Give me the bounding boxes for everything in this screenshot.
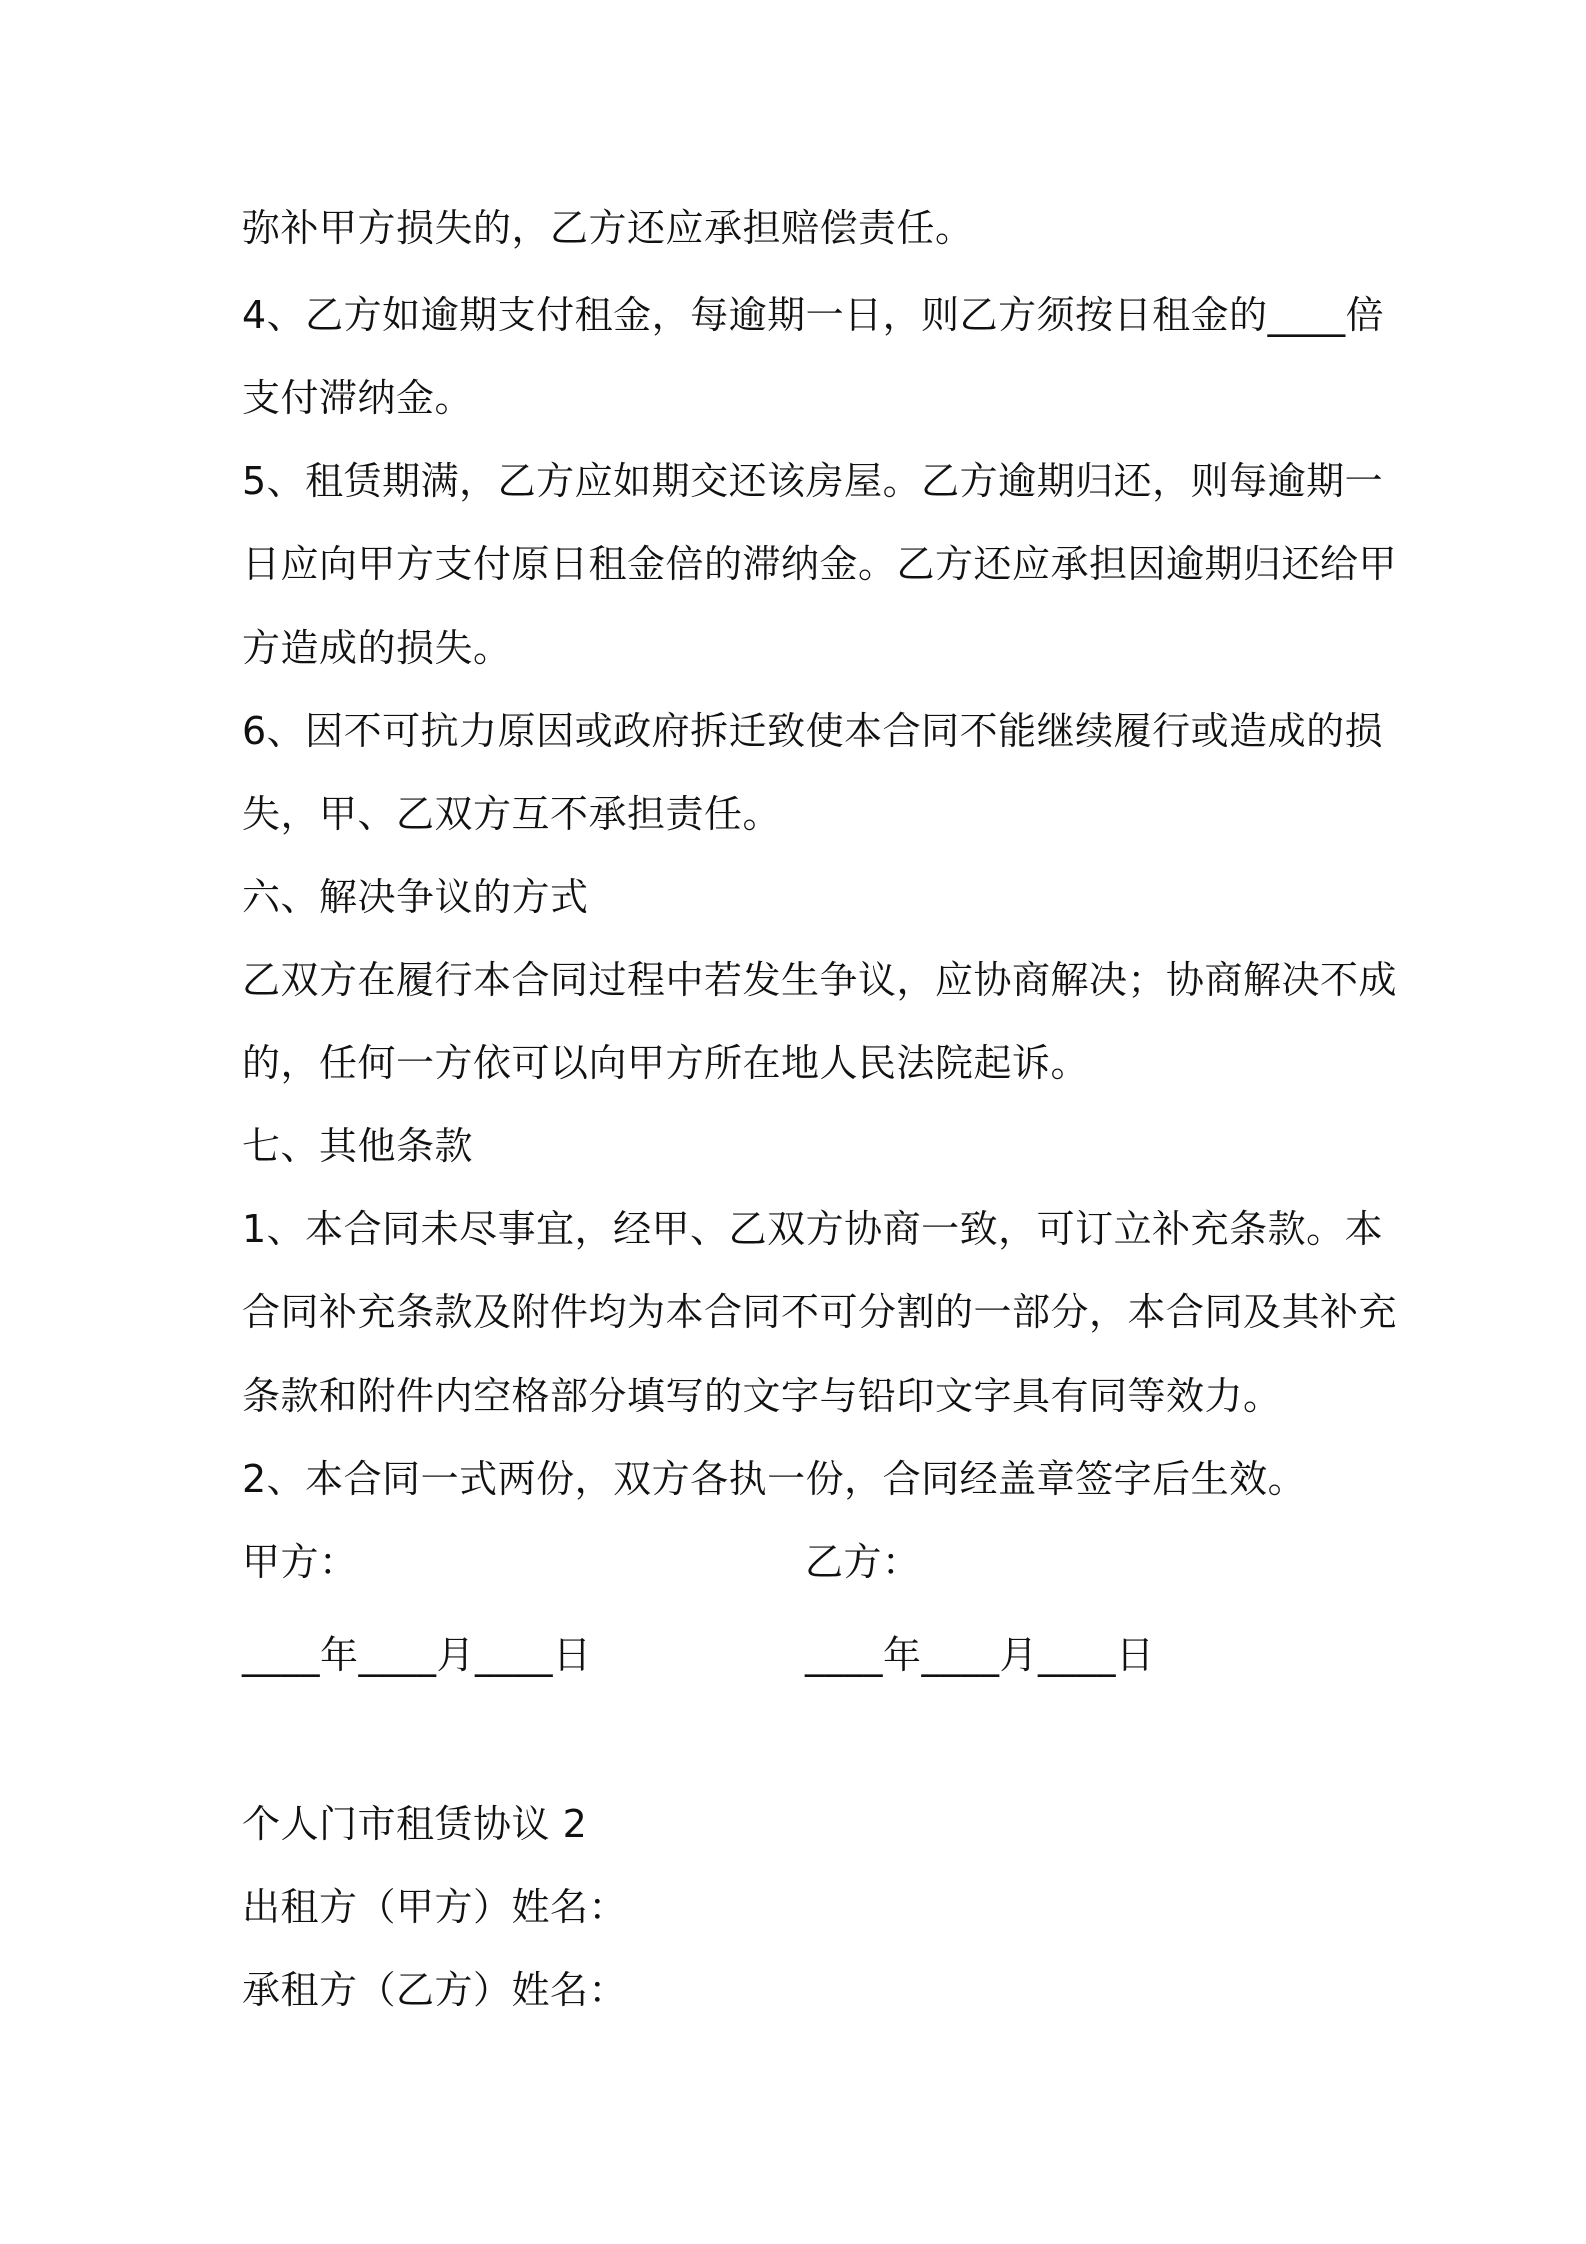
dispute-line-2: 的，任何一方依可以向甲方所在地人民法院起诉。 (242, 1041, 1090, 1085)
section-seven-heading: 七、其他条款 (242, 1124, 474, 1168)
other-clause-1-line-1: 1、本合同未尽事宜，经甲、乙双方协商一致，可订立补充条款。本 (242, 1207, 1384, 1251)
clause-5-line-3: 方造成的损失。 (242, 626, 512, 670)
section-six-heading: 六、解决争议的方式 (242, 875, 589, 919)
clause-6-line-1: 6、因不可抗力原因或政府拆迁致使本合同不能继续履行或造成的损 (242, 709, 1384, 753)
party-a-label: 甲方： (242, 1540, 358, 1584)
other-clause-1-line-3: 条款和附件内空格部分填写的文字与铅印文字具有同等效力。 (242, 1374, 1282, 1418)
party-b-date: ____年____月____日 (805, 1633, 1155, 1677)
dispute-line-1: 乙双方在履行本合同过程中若发生争议，应协商解决；协商解决不成 (242, 958, 1398, 1002)
party-b-label: 乙方： (805, 1540, 921, 1584)
other-clause-1-line-2: 合同补充条款及附件均为本合同不可分割的一部分，本合同及其补充 (242, 1290, 1398, 1334)
clause-5-line-2: 日应向甲方支付原日租金倍的滞纳金。乙方还应承担因逾期归还给甲 (242, 542, 1398, 586)
clause-4-line-1: 4、乙方如逾期支付租金，每逾期一日，则乙方须按日租金的____倍 (242, 293, 1385, 337)
agreement-2-title: 个人门市租赁协议 2 (242, 1802, 588, 1846)
paragraph-line: 弥补甲方损失的，乙方还应承担赔偿责任。 (242, 206, 974, 250)
lessor-name-field: 出租方（甲方）姓名： (242, 1885, 628, 1929)
other-clause-2: 2、本合同一式两份，双方各执一份，合同经盖章签字后生效。 (242, 1457, 1307, 1501)
lessee-name-field: 承租方（乙方）姓名： (242, 1968, 628, 2012)
clause-5-line-1: 5、租赁期满，乙方应如期交还该房屋。乙方逾期归还，则每逾期一 (242, 459, 1384, 503)
party-a-date: ____年____月____日 (242, 1633, 592, 1677)
clause-4-line-2: 支付滞纳金。 (242, 376, 474, 420)
clause-6-line-2: 失，甲、乙双方互不承担责任。 (242, 792, 782, 836)
